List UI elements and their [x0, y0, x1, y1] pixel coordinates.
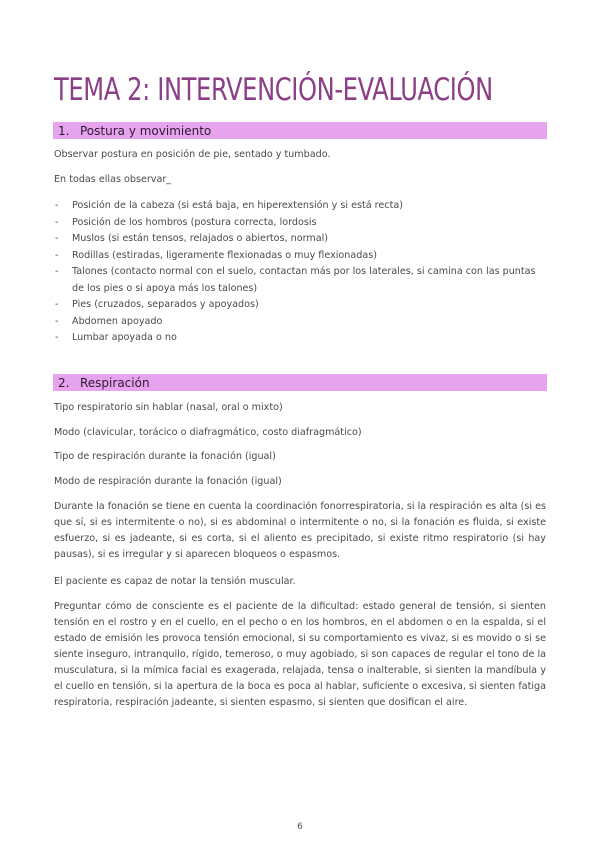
page-number: 6: [297, 822, 303, 832]
section-heading-respiracion: [53, 374, 547, 391]
intro-paragraph: Observar postura en posición de pie, sentado y tumbado.: [54, 149, 331, 160]
phonation-mode-line: Modo de respiración durante la fonación (igual): [54, 476, 282, 487]
posture-list: [54, 198, 546, 347]
section-heading-text: Respiración: [80, 375, 150, 390]
section-heading-postura: [53, 122, 547, 139]
section-heading-text: Postura y movimiento: [80, 123, 212, 138]
section-number: 1.: [58, 123, 70, 138]
section-number: 2.: [58, 375, 70, 390]
breathing-mode-line: Modo (clavicular, torácico o diafragmático, costo diafragmático): [54, 427, 362, 438]
list-item: - Rodillas (estiradas, ligeramente flexionadas o muy flexionadas): [55, 249, 377, 261]
tension-paragraph: El paciente es capaz de notar la tensión muscular.: [54, 576, 296, 587]
phonation-type-line: Tipo de respiración durante la fonación (igual): [54, 451, 276, 462]
list-item: - Abdomen apoyado: [55, 315, 163, 327]
list-item: - Lumbar apoyada o no: [55, 332, 177, 343]
lead-paragraph: En todas ellas observar_: [54, 174, 172, 185]
coordination-paragraph: Durante la fonación se tiene en cuenta la coordinación fonorrespiratoria, si la respiración es alta (si es que sí, si es intermitente o no), si es abdominal o intermitente o no, si la fonación es fluida, si existe esfuerzo, si es jadeante, si es corta, si el aliento es precipitado, si existe ritmo respiratorio (si hay pausas), si es irregular y si aparecen bloqueos o espasmos.: [54, 501, 546, 560]
list-item: - Posición de la cabeza (si está baja, en hiperextensión y si está recta): [55, 200, 403, 211]
list-item: - Talones (contacto normal con el suelo, contactan más por los laterales, si camina con las puntas de los pies o si apoya más los talones): [55, 266, 536, 294]
awareness-paragraph: Preguntar cómo de consciente es el paciente de la dificultad: estado general de tensión, si sienten tensión en el rostro y en el cuello, en el pecho o en los hombros, en el abdomen o en la espalda, si el estado de emisión les provoca tensión emocional, si su comportamiento es vivaz, si es movido o si se siente inseguro, intranquilo, rígido, temeroso, o muy agobiado, si son capaces de regular el tono de la musculatura, si la mímica facial es exagerada, relajada, tensa o inalterable, si sienten la mandíbula y el cuello en tensión, si la apertura de la boca es poca al hablar, suficiente o excesiva, si sienten fatiga respiratoria, respiración jadeante, si sienten espasmo, si sienten que dosifican el aire.: [54, 601, 546, 708]
list-item: - Pies (cruzados, separados y apoyados): [55, 299, 259, 310]
list-item: - Posición de los hombros (postura correcta, lordosis: [55, 216, 317, 228]
page-title: TEMA 2: INTERVENCIÓN-EVALUACIÓN: [54, 72, 493, 108]
list-item: - Muslos (si están tensos, relajados o abiertos, normal): [55, 233, 328, 244]
breathing-type-line: Tipo respiratorio sin hablar (nasal, oral o mixto): [54, 402, 283, 413]
